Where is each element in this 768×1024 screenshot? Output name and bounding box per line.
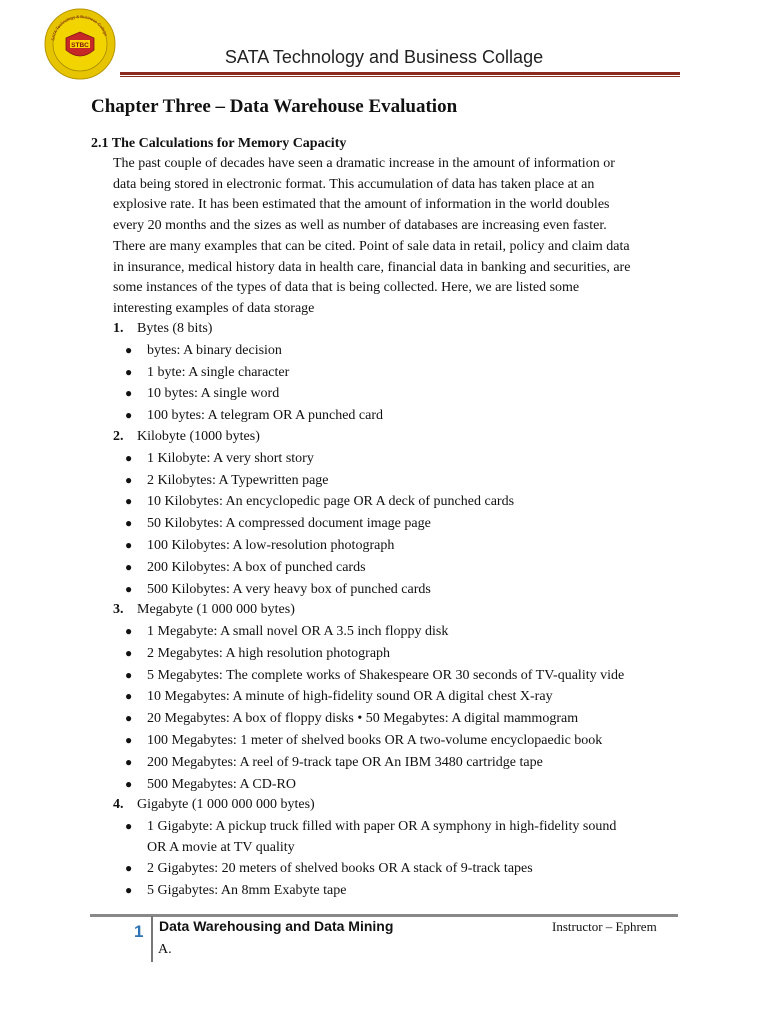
footer-rule [90, 914, 678, 917]
list-item: ● 10 Kilobytes: An encyclopedic page OR A deck of punched cards [125, 494, 515, 509]
list-item: ● 1 Megabyte: A small novel OR A 3.5 inch floppy disk [125, 624, 449, 639]
list-item: ● 2 Kilobytes: A Typewritten page [125, 473, 329, 488]
bullet-icon: ● [125, 777, 133, 791]
bullet-icon: ● [125, 560, 133, 574]
bullet-icon: ● [125, 451, 133, 465]
intro-line: explosive rate. It has been estimated that the amount of information in the world doubles [113, 197, 610, 213]
course-name: Data Warehousing and Data Mining [159, 918, 394, 934]
list-item: ● 200 Megabytes: A reel of 9-track tape OR An IBM 3480 cartridge tape [125, 755, 543, 770]
category-number: 1. [113, 321, 124, 336]
list-item: ● 10 bytes: A single word [125, 386, 280, 401]
college-name: SATA Technology and Business Collage [224, 47, 544, 67]
category-label: Megabyte (1 000 000 bytes) [137, 602, 295, 617]
list-item: ● 100 bytes: A telegram OR A punched card [125, 408, 384, 423]
category-label: Kilobyte (1000 bytes) [137, 429, 260, 444]
category-heading [113, 429, 260, 445]
chapter-title: Chapter Three – Data Warehouse Evaluation [91, 96, 458, 117]
category-heading [113, 602, 295, 618]
list-item: ● 500 Megabytes: A CD-RO [125, 777, 296, 792]
list-item: ● 200 Kilobytes: A box of punched cards [125, 560, 366, 575]
list-item-continuation: OR A movie at TV quality [147, 840, 295, 855]
bullet-icon: ● [125, 494, 133, 508]
bullet-icon: ● [125, 624, 133, 638]
bullet-icon: ● [125, 516, 133, 530]
college-seal-icon [44, 8, 116, 80]
header-rule [120, 72, 680, 75]
list-item: ● 5 Gigabytes: An 8mm Exabyte tape [125, 883, 347, 898]
category-heading [113, 321, 212, 337]
bullet-icon: ● [125, 538, 133, 552]
list-item: ● 2 Gigabytes: 20 meters of shelved books OR A stack of 9-track tapes [125, 861, 533, 876]
intro-line: interesting examples of data storage [113, 300, 315, 316]
intro-line: data being stored in electronic format. This accumulation of data has taken place at an [113, 176, 595, 192]
instructor-name-cont: A. [158, 942, 172, 957]
bullet-icon: ● [125, 733, 133, 747]
bullet-icon: ● [125, 883, 133, 897]
intro-line: The past couple of decades have seen a dramatic increase in the amount of information or [113, 156, 615, 171]
bullet-icon: ● [125, 646, 133, 660]
intro-line: some instances of the types of data that is being collected. Here, we are listed some [113, 280, 580, 296]
list-item: ● 500 Kilobytes: A very heavy box of punched cards [125, 582, 431, 597]
list-item: ● 100 Kilobytes: A low-resolution photograph [125, 538, 395, 553]
category-label: Bytes (8 bits) [137, 321, 213, 336]
list-item: ● 5 Megabytes: The complete works of Shakespeare OR 30 seconds of TV-quality vide [125, 668, 625, 683]
category-number: 3. [113, 602, 124, 617]
logo-acronym: STBC [71, 42, 89, 49]
page-number: 1 [134, 922, 144, 941]
intro-paragraph [113, 154, 683, 320]
category-label: Gigabyte (1 000 000 000 bytes) [137, 797, 315, 812]
intro-line: There are many examples that can be cited. Point of sale data in retail, policy and claim data [113, 238, 630, 254]
bullet-icon: ● [125, 668, 133, 682]
logo-ring-text: SATA Technology & Business College [50, 13, 109, 42]
list-item: ● 2 Megabytes: A high resolution photograph [125, 646, 391, 661]
list-item: ● 100 Megabytes: 1 meter of shelved books OR A two-volume encyclopaedic book [125, 733, 603, 748]
bullet-icon: ● [125, 755, 133, 769]
list-item: ● bytes: A binary decision [125, 343, 282, 358]
bullet-icon: ● [125, 582, 133, 596]
list-item: ● 20 Megabytes: A box of floppy disks • 50 Megabytes: A digital mammogram [125, 711, 579, 726]
intro-line: every 20 months and the sizes as well as number of databases are increasing even faster. [113, 218, 607, 234]
bullet-icon: ● [125, 473, 133, 487]
list-item: ● 50 Kilobytes: A compressed document image page [125, 516, 431, 531]
section-heading: 2.1 The Calculations for Memory Capacity [91, 136, 347, 151]
bullet-icon: ● [125, 819, 133, 833]
list-item: ● 10 Megabytes: A minute of high-fidelity sound OR A digital chest X-ray [125, 689, 553, 704]
list-item: ● 1 Gigabyte: A pickup truck filled with paper OR A symphony in high-fidelity sound [125, 819, 617, 834]
intro-line: in insurance, medical history data in health care, financial data in banking and securities, are [113, 259, 631, 275]
instructor-name: Instructor – Ephrem [552, 919, 657, 934]
footer-divider [151, 916, 153, 962]
bullet-icon: ● [125, 861, 133, 875]
bullet-icon: ● [125, 408, 133, 422]
bullet-icon: ● [125, 386, 133, 400]
header-rule-thin [120, 76, 680, 77]
category-heading [113, 797, 315, 813]
category-number: 4. [113, 797, 124, 812]
bullet-icon: ● [125, 711, 133, 725]
bullet-icon: ● [125, 689, 133, 703]
category-number: 2. [113, 429, 124, 444]
bullet-icon: ● [125, 343, 133, 357]
list-item: ● 1 byte: A single character [125, 365, 290, 380]
list-item: ● 1 Kilobyte: A very short story [125, 451, 314, 466]
bullet-icon: ● [125, 365, 133, 379]
